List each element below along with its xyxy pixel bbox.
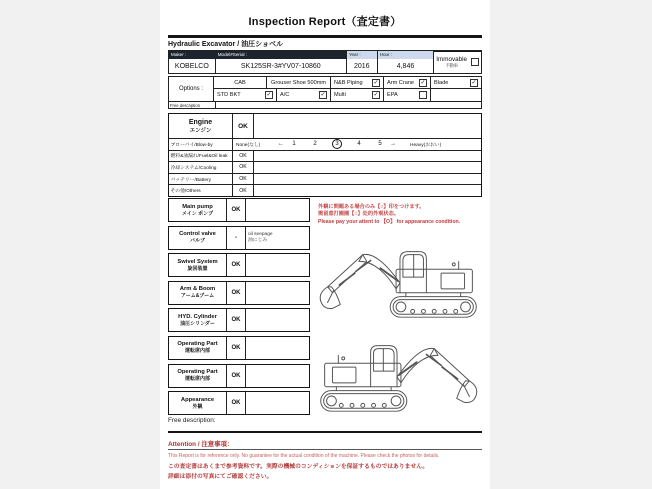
hour-header: Hour : xyxy=(378,51,434,59)
component-status: OK xyxy=(227,309,246,331)
attention-divider xyxy=(168,449,482,450)
model-column xyxy=(216,51,347,73)
attention-text-jp-1: この査定書はあくまで参考資料です。実際の機械のコンディションを保証するものではありません。 xyxy=(168,464,429,470)
excavator-illustration xyxy=(310,236,488,326)
engine-row-battery: バッテリー/Battery OK xyxy=(169,174,481,186)
notice-line-jp: 外観に問題ある場合のみ【○】印をつけます。 xyxy=(318,204,425,210)
component-control-valve: Control valve バルブ - oil seepage 油にじみ xyxy=(168,226,310,250)
attention-label: Attention / 注意事項： xyxy=(168,441,234,448)
component-operating-part-1: Operating Part 運転席内部 OK xyxy=(168,336,310,360)
component-status: OK xyxy=(227,254,246,276)
engine-row-cooling: 冷却システム/Cooling OK xyxy=(169,162,481,174)
hour-value: 4,846 xyxy=(396,62,415,70)
left-arrow-icon: ← xyxy=(278,141,284,148)
blowby-scale-value-1: 1 xyxy=(292,141,296,148)
option-arm-crane: Arm Crane ✓ xyxy=(384,77,431,88)
maker-header: Maker : xyxy=(169,51,215,59)
machine-info-table xyxy=(168,50,482,74)
options-table xyxy=(168,76,482,109)
immovable-cell xyxy=(434,51,481,73)
right-arrow-icon: → xyxy=(390,141,396,148)
immovable-label: Immovable xyxy=(436,55,468,63)
notice-line-cn: 需留意打圈圈【○】处的外观状态。 xyxy=(318,211,399,218)
checkbox-icon: ✓ xyxy=(373,79,379,86)
engine-row-others: その他/Others OK xyxy=(169,185,481,196)
option-epa: EPA xyxy=(384,89,431,101)
model-value: SK125SR-3#YV07-10860 xyxy=(240,62,321,70)
year-column xyxy=(347,51,378,73)
blowby-scale-value-5: 5 xyxy=(378,141,382,148)
component-appearance: Appearance 外観 OK xyxy=(168,391,310,415)
maker-value: KOBELCO xyxy=(174,62,209,70)
immovable-column xyxy=(434,51,481,73)
attention-text-jp-2: 詳細は添付の写真にてご確認ください。 xyxy=(168,474,273,480)
immovable-label-jp: 不動車 xyxy=(445,62,459,68)
year-header: Year : xyxy=(347,51,377,59)
checkbox-icon xyxy=(419,91,427,99)
engine-row-blowby: ブローバイ/Blow-by None(なし) ← 1 2 3 4 5 → Heavy(おおい) xyxy=(169,139,481,151)
excavator-drawing-right xyxy=(309,330,487,420)
component-swivel-system: Swivel System 旋回装置 OK xyxy=(168,253,310,277)
engine-table xyxy=(168,113,482,197)
option-nb-piping: N&B Piping ✓ xyxy=(331,77,384,88)
attention-text-en: This Report is for reference only. No guarantee for the actual condition of the machine. Please check the photos for details. xyxy=(168,453,440,459)
options-label: Options : xyxy=(169,77,214,101)
component-main-pump: Main pump メイン ポンプ OK xyxy=(168,198,310,222)
maker-column xyxy=(169,51,216,73)
hour-column xyxy=(378,51,435,73)
blowby-heavy-label: Heavy(おおい) xyxy=(410,142,442,148)
option-cab: CAB xyxy=(214,77,267,88)
immovable-checkbox-icon xyxy=(471,58,479,66)
options-free-description-value xyxy=(216,102,481,108)
inspection-report-page xyxy=(160,0,490,489)
option-blade: Blade ✓ xyxy=(434,79,477,86)
option-empty xyxy=(431,89,481,101)
page-title: Inspection Report（査定書） xyxy=(248,16,402,28)
blowby-scale xyxy=(233,139,481,150)
component-status: OK xyxy=(227,282,246,304)
option-grouser-shoe: Grouser Shoe 500mm xyxy=(267,77,331,88)
excavator-illustration xyxy=(309,330,487,420)
component-status: - xyxy=(227,227,246,249)
component-status: OK xyxy=(227,392,246,414)
blowby-scale-value-3: 3 xyxy=(332,139,342,149)
year-value: 2016 xyxy=(353,62,370,70)
excavator-drawing-left xyxy=(310,236,488,326)
blowby-scale-numbers xyxy=(290,139,384,149)
model-header: Model#Serial : xyxy=(216,51,346,59)
option-ac: A/C ✓ xyxy=(277,89,331,101)
option-std-bkt: STD BKT ✓ xyxy=(214,89,277,101)
component-status: OK xyxy=(227,365,246,387)
component-checklist xyxy=(168,198,310,419)
checkbox-icon: ✓ xyxy=(266,92,272,98)
checkbox-icon: ✓ xyxy=(373,92,379,98)
component-status: OK xyxy=(227,199,246,221)
option-multi: Multi ✓ xyxy=(331,89,384,101)
engine-status-note xyxy=(254,114,481,138)
section-title: Hydraulic Excavator / 油圧ショベル xyxy=(168,39,482,52)
engine-title: Engine エンジン xyxy=(169,114,233,138)
checkbox-icon: ✓ xyxy=(320,92,326,98)
component-arm-boom: Arm & Boom アーム&ブーム OK xyxy=(168,281,310,305)
checkbox-icon: ✓ xyxy=(420,79,426,86)
component-operating-part-2: Operating Part 運転席内部 OK xyxy=(168,364,310,388)
engine-row-fuel-oil-leak: 燃料&油漏れ/Fuel&Oil leak OK xyxy=(169,151,481,163)
free-description-label: Free description: xyxy=(168,417,216,424)
blowby-none-label: None(なし) xyxy=(236,142,261,148)
blowby-scale-value-2: 2 xyxy=(313,141,317,148)
notice-line-en: Please pay your attent to 【O】 for appearance condition. xyxy=(318,218,461,225)
component-status: OK xyxy=(227,337,246,359)
checkbox-icon: ✓ xyxy=(471,79,477,86)
options-free-description-label: Free description xyxy=(169,102,216,108)
title-divider xyxy=(168,35,482,38)
engine-status: OK xyxy=(233,114,254,138)
free-description-divider xyxy=(168,431,482,433)
appearance-notice xyxy=(318,204,488,226)
blowby-scale-value-4: 4 xyxy=(357,141,361,148)
component-hyd-cylinder: HYD. Cylinder 油圧シリンダー OK xyxy=(168,308,310,332)
